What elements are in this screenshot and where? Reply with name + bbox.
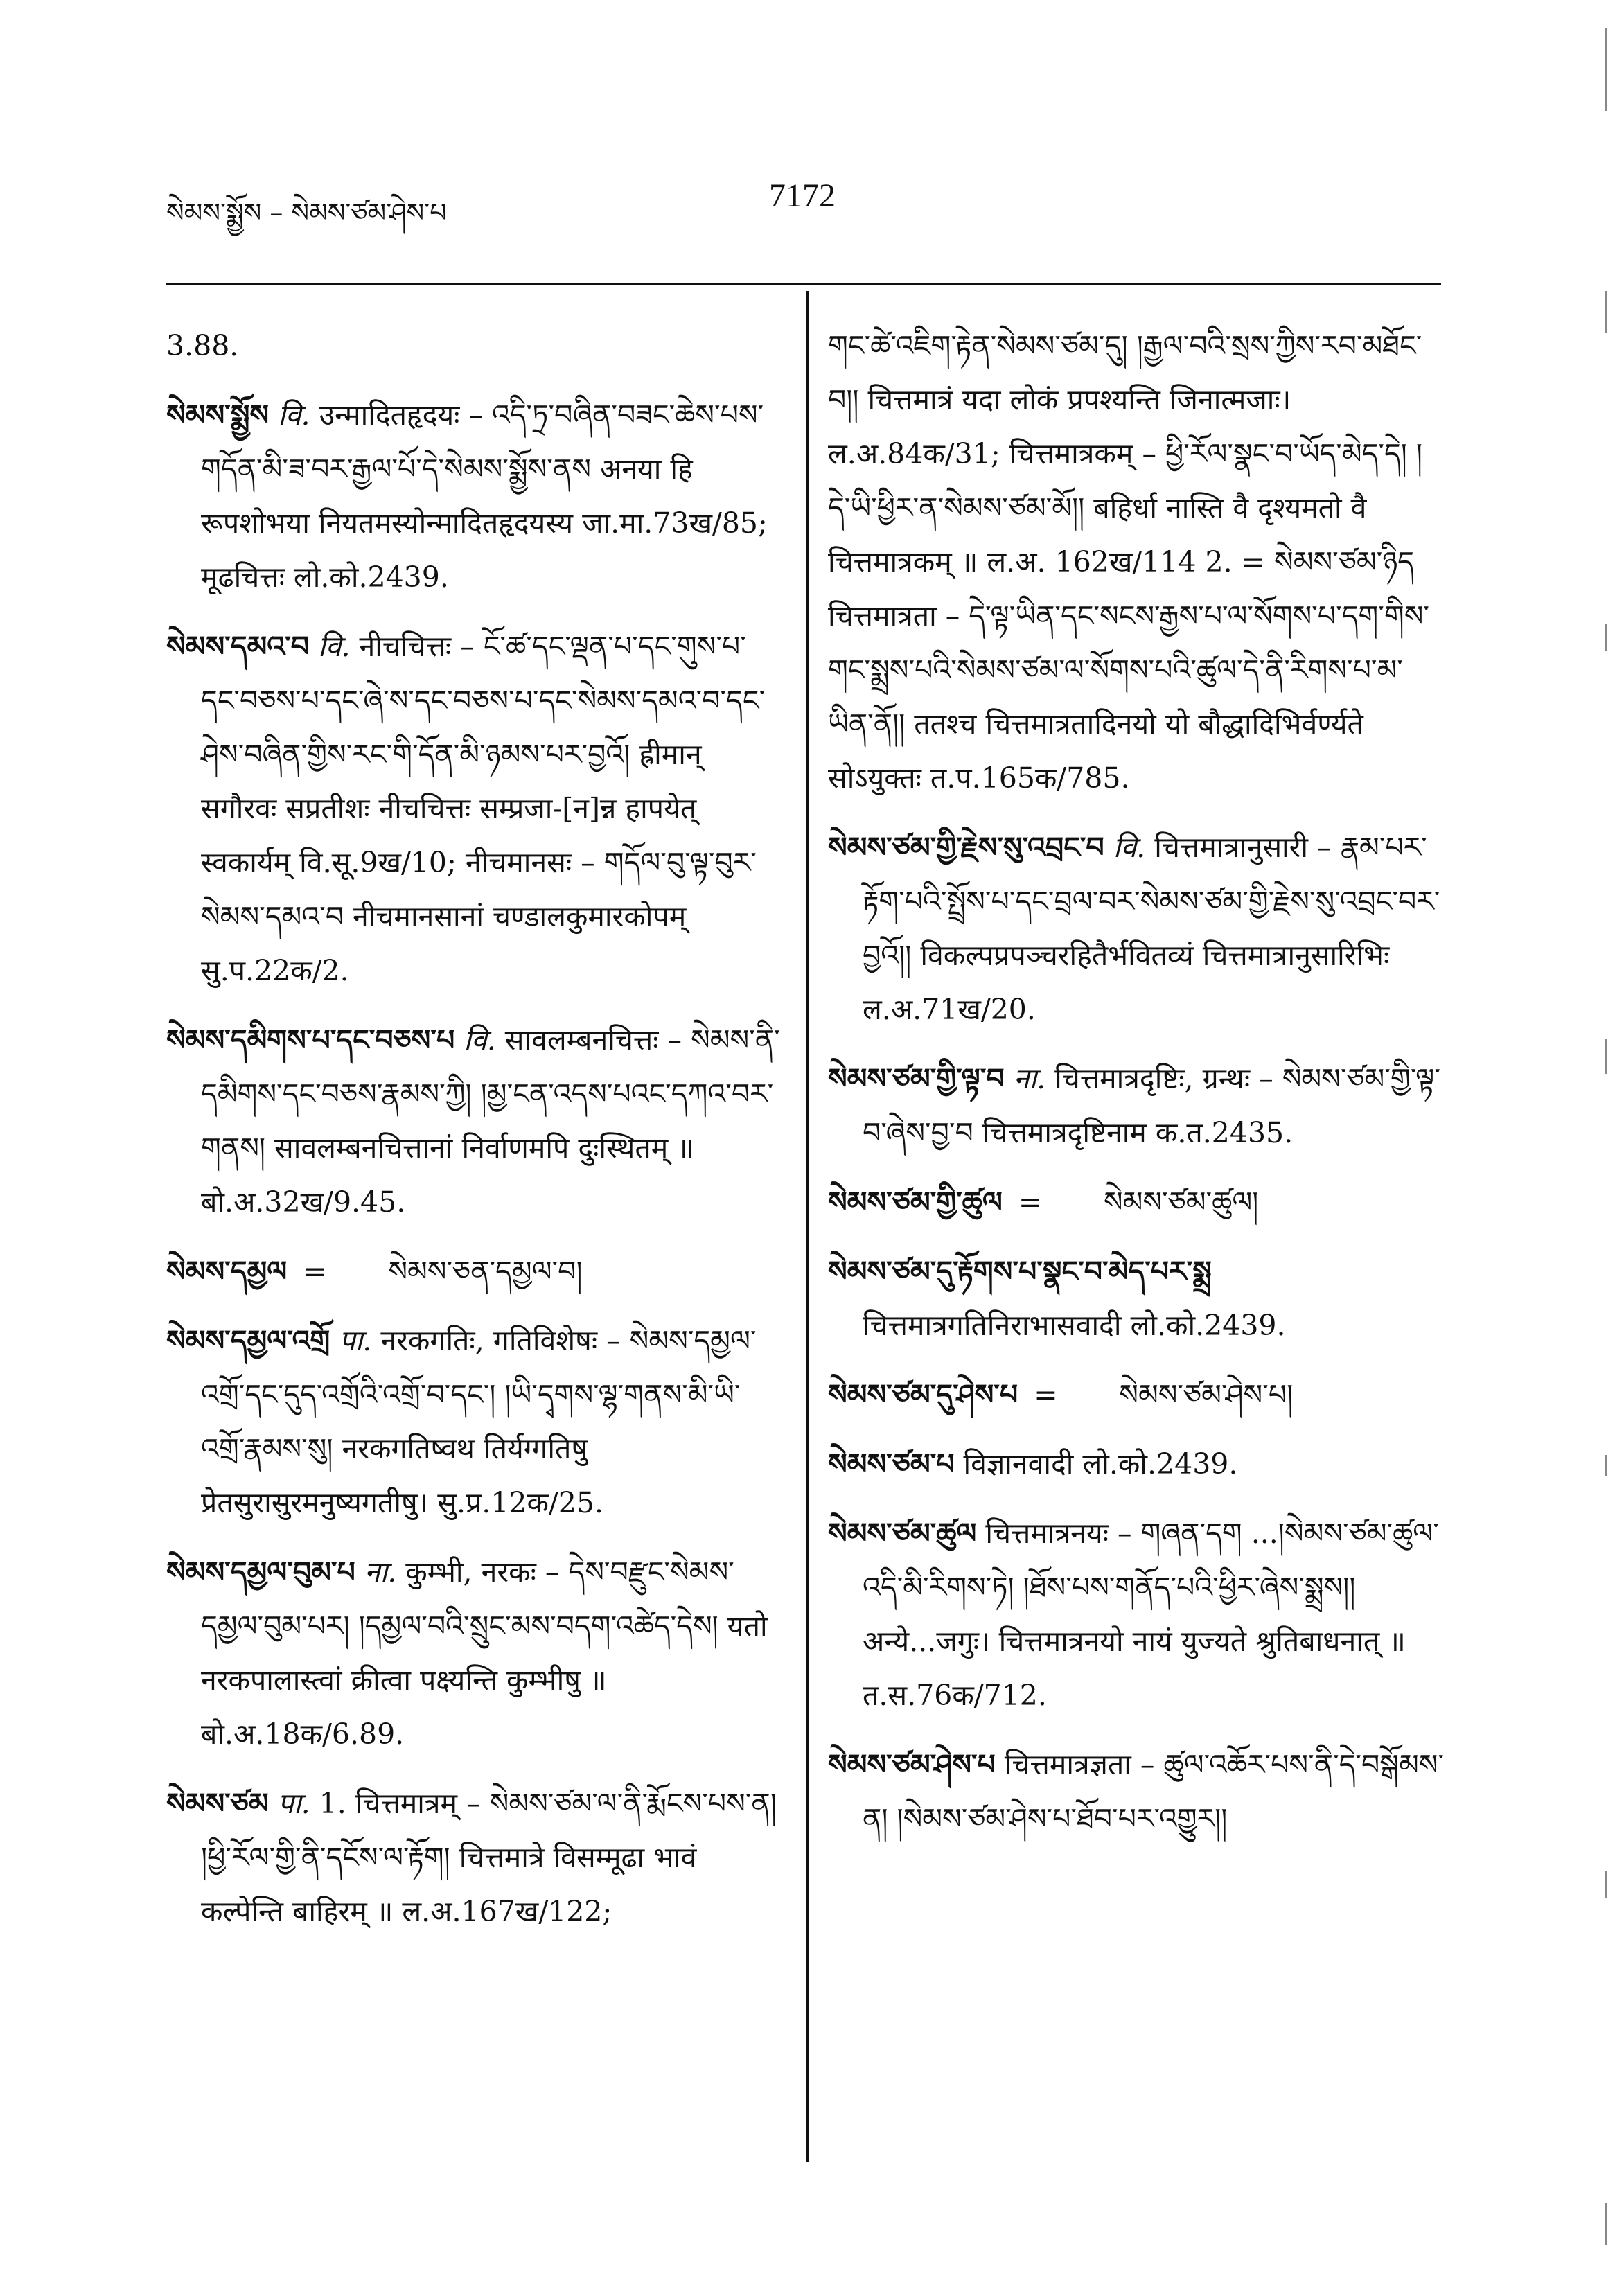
headword: སེམས་དམའ་བ xyxy=(166,630,309,663)
headword: སེམས་ཙམ་གྱི་རྗེས་སུ་འབྲང་བ xyxy=(828,831,1104,864)
headword: སེམས་ཙམ་གྱི་ལྟ་བ xyxy=(828,1062,1005,1095)
part-of-speech: वि. xyxy=(318,630,351,663)
definition: नीचचित्तः – ངོ་ཚ་དང་ལྡན་པ་དང་གུས་པ་དང་བཅས་པ་དང་ཞེ་ས་དང་བཅས་པ་དང་སེམས་དམའ་བ་དང་ཤེས་བཞིན་གྱིས་རང་གི་དོན་མི་ཉམས་པར་བྱའོ། ह्रीमान् सगौरवः सप्रतीशः नीचचित्तः सम्प्रजा-[न]न्न हापयेत् स्वकार्यम् वि.सू.9ख/10; नीचमानसः – གདོལ་བུ་ལྟ་བུར་སེམས་དམའ་བ नीचमानसानां चण्डालकुमारकोपम् सु.प.22क/2. xyxy=(201,630,766,987)
definition: कुम्भी, नरकः – དེས་བརྫུང་སེམས་དམྱལ་བུམ་པར། །དམྱལ་བའི་སྲུང་མས་བདག་འཚེད་དེས། यतो नरकपालास्त्वां क्रीत्वा पक्ष्यन्ति कुम्भीषु ॥ बो.अ.18क/6.89. xyxy=(201,1555,768,1751)
headword: སེམས་ཙམ་པ xyxy=(828,1447,955,1481)
page-header xyxy=(166,177,1441,239)
headword: སེམས་ཙམ xyxy=(166,1787,269,1820)
part-of-speech: वि. xyxy=(278,398,310,432)
dictionary-entry xyxy=(828,1738,1445,1846)
cross-reference-entry: སེམས་ཙམ་དུ་ཤེས་པ = སེམས་ཙམ་ཤེས་པ། xyxy=(828,1378,1294,1411)
headword: སེམས་ཙམ་གྱི་ཚུལ xyxy=(828,1185,1003,1219)
definition: नरकगतिः, गतिविशेषः – སེམས་དམྱལ་འགྲོ་དང་དུད་འགྲོའི་འགྲོ་བ་དང་། །ཡི་དྭགས་ལྷ་གནས་མི་ཡི་འགྲོ་རྣམས་སུ། नरकगतिष्वथ तिर्यग्गतिषु प्रेतसुरासुरमनुष्यगतीषु। सु.प्र.12क/25. xyxy=(201,1324,757,1519)
part-of-speech: ना. xyxy=(364,1555,397,1589)
definition: सावलम्बनचित्तः – སེམས་ནི་དམིགས་དང་བཅས་རྣམས་ཀྱི། །མྱ་ངན་འདས་པའང་དཀའ་བར་གནས། सावलम्बनचित्तानां निर्वाणमपि दुःस्थितम् ॥ बो.अ.32ख/9.45. xyxy=(201,1023,780,1219)
cross-reference-target: སེམས་ཅན་དམྱལ་བ། xyxy=(388,1255,583,1288)
headword: སེམས་ཙམ་དུ་ཤེས་པ xyxy=(828,1378,1018,1411)
definition: विज्ञानवादी लो.को.2439. xyxy=(963,1447,1238,1481)
cross-reference-entry: སེམས་ཙམ་གྱི་ཚུལ = སེམས་ཙམ་ཚུལ། xyxy=(828,1185,1259,1219)
headword: སེམས་དམྱལ xyxy=(166,1255,288,1288)
definition: चित्तमात्रानुसारी – རྣམ་པར་རྟོག་པའི་སྤྲོས་པ་དང་བྲལ་བར་སེམས་ཙམ་གྱི་རྗེས་སུ་འབྲང་བར་བྱའོ།། विकल्पप्रपञ्चरहितैर्भवितव्यं चित्तमात्रानुसारिभिः ल.अ.71ख/20. xyxy=(863,831,1440,1026)
headword: སེམས་དམིགས་པ་དང་བཅས་པ xyxy=(166,1023,455,1057)
part-of-speech: पा. xyxy=(339,1324,372,1357)
scan-edge-marks xyxy=(1595,0,1612,2269)
dictionary-entry xyxy=(166,1545,783,1761)
dictionary-entry xyxy=(828,1437,1445,1491)
headword: སེམས་ཙམ་ཚུལ xyxy=(828,1517,977,1550)
dictionary-entry xyxy=(166,1776,783,1939)
headword: སེམས་དམྱལ་འགྲོ xyxy=(166,1324,330,1357)
definition: चित्तमात्रज्ञता – ཚུལ་འཆོར་པས་ནི་དེ་བསྒོམས་ན། །སེམས་ཙམ་ཤེས་པ་ཐོབ་པར་འགྱུར།། xyxy=(863,1748,1445,1835)
definition: उन्मादितहृदयः – འདི་ཏྲ་བཞིན་བཟང་ཆེས་པས་གདོན་མི་ཟ་བར་རྒྱལ་པོ་དེ་སེམས་སྨྱོས་ནས अनया हि रूपशोभया नियतमस्योन्मादितहृदयस्य जा.मा.73ख/85; मूढचित्तः लो.को.2439. xyxy=(201,398,768,594)
right-column xyxy=(828,319,1445,1861)
dictionary-entry xyxy=(828,1052,1445,1160)
left-column xyxy=(166,319,783,1954)
definition: चित्तमात्रगतिनिराभासवादी लो.को.2439. xyxy=(863,1309,1286,1342)
dictionary-entry xyxy=(166,619,783,998)
part-of-speech: पा. xyxy=(277,1787,310,1820)
dictionary-entry xyxy=(166,388,783,604)
cross-reference-target: སེམས་ཙམ་ཚུལ། xyxy=(1103,1185,1259,1219)
running-head: སེམས་སྨྱོས – སེམས་ཙམ་ཤེས་པ xyxy=(166,197,447,228)
cross-reference-entry: སེམས་དམྱལ = སེམས་ཅན་དམྱལ་བ། xyxy=(166,1255,583,1288)
part-of-speech: ना. xyxy=(1013,1062,1046,1095)
dictionary-entry xyxy=(828,1244,1445,1352)
dictionary-entry xyxy=(166,1013,783,1229)
cross-reference-target: སེམས་ཙམ་ཤེས་པ། xyxy=(1119,1378,1294,1411)
headword: སེམས་ཙམ་དུ་རྟོགས་པ་སྣང་བ་མེད་པར་སྨྲ xyxy=(828,1255,1212,1288)
dictionary-entry xyxy=(828,1506,1445,1722)
part-of-speech: वि. xyxy=(1113,831,1146,864)
definition: चित्तमात्रदृष्टिः, ग्रन्थः – སེམས་ཙམ་གྱི་ལྟ་བ་ཞེས་བྱ་བ चित्तमात्रदृष्टिनाम क.त.2435. xyxy=(863,1062,1441,1149)
dictionary-entry xyxy=(166,1314,783,1530)
header-rule xyxy=(166,283,1441,285)
definition: 1. चित्तमात्रम् – སེམས་ཙམ་ལ་ནི་རྨོངས་པས་ན། །ཕྱི་རོལ་གྱི་ནི་དངོས་ལ་རྟོག། चित्तमात्रे विसम्मूढा भावं कल्पेन्ति बाहिरम् ॥ ल.अ.167ख/122; xyxy=(201,1787,777,1928)
continuation-text: གང་ཚེ་འཇིག་རྟེན་སེམས་ཙམ་དུ། །རྒྱལ་བའི་སྲས་ཀྱིས་རབ་མཐོང་བ།། चित्तमात्रं यदा लोकं प्रपश्यन्ति जिनात्मजाः। ल.अ.84क/31; चित्तमात्रकम् – ཕྱི་རོལ་སྣང་བ་ཡོད་མེད་དེ། །དེ་ཡི་ཕྱིར་ན་སེམས་ཙམ་མོ།། बहिर्धा नास्ति वै दृश्यमतो वै चित्तमात्रकम् ॥ ल.अ. 162ख/114 2. = སེམས་ཙམ་ཉིད चित्तमात्रता – དེ་ལྟ་ཡིན་དང་སངས་རྒྱས་པ་ལ་སོགས་པ་དག་གིས་གང་སྨྲས་པའི་སེམས་ཙམ་ལ་སོགས་པའི་ཚུལ་དེ་ནི་རིགས་པ་མ་ཡིན་ནོ།། ततश्च चित्तमात्रतादिनयो यो बौद्धादिभिर्वर्ण्यते सोऽयुक्तः त.प.165क/785. xyxy=(828,329,1430,795)
column-divider xyxy=(806,291,809,2162)
continuation-ref: 3.88. xyxy=(166,329,239,362)
page-number: 7172 xyxy=(769,177,836,214)
headword: སེམས་ཙམ་ཤེས་པ xyxy=(828,1748,996,1781)
headword: སེམས་སྨྱོས xyxy=(166,398,270,432)
part-of-speech: वि. xyxy=(464,1023,496,1057)
dictionary-entry xyxy=(828,820,1445,1036)
definition: चित्तमात्रनयः – གཞན་དག ...།སེམས་ཙམ་ཚུལ་འདི་མི་རིགས་ཏེ། །ཐོས་པས་གནོད་པའི་ཕྱིར་ཞེས་སྨྲས།། अन्ये...जगुः। चित्तमात्रनयो नायं युज्यते श्रुतिबाधनात् ॥ त.स.76क/712. xyxy=(863,1517,1439,1712)
headword: སེམས་དམྱལ་བུམ་པ xyxy=(166,1555,355,1589)
